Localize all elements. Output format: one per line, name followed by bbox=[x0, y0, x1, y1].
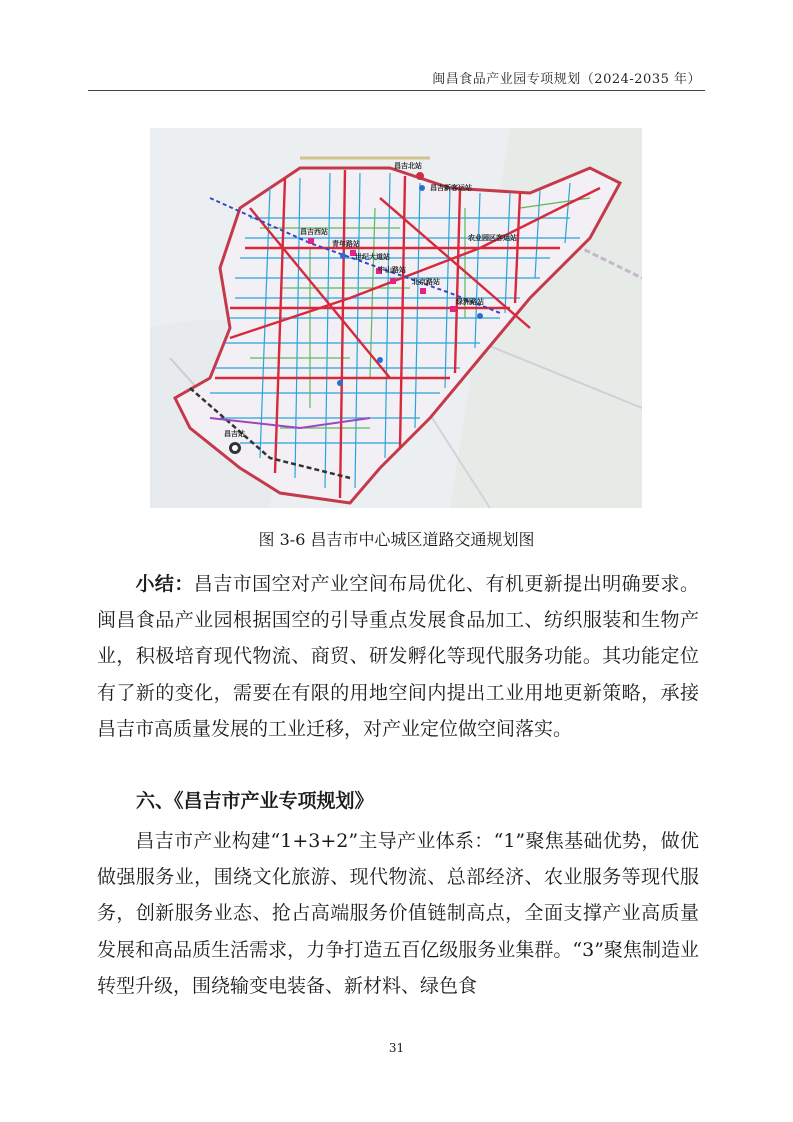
station-label: 青年路站 bbox=[332, 240, 360, 248]
body-paragraph bbox=[97, 823, 699, 1004]
station-label: 中山路站 bbox=[378, 266, 406, 274]
section-heading: 六、《昌吉市产业专项规划》 bbox=[136, 790, 374, 812]
page-number: 31 bbox=[388, 1041, 405, 1055]
header-title: 闽昌食品产业园专项规划（2024-2035 年） bbox=[432, 72, 701, 87]
figure-caption: 图 3-6 昌吉市中心城区道路交通规划图 bbox=[258, 530, 535, 549]
station-label: 农业园区客运站 bbox=[468, 234, 517, 242]
map-image bbox=[150, 128, 642, 508]
page-header bbox=[88, 60, 705, 91]
paragraph-text: 昌吉市产业构建“1+3+2”主导产业体系：“1”聚焦基础优势，做优做强服务业，围绕文化旅游、现代物流、总部经济、农业服务等现代服务，创新服务业态、抢占高端服务价值链制高点，全面支撑产业高质量发展和高品质生活需求，力争打造五百亿级服务业集群。“3”聚焦制造业转型升级，围绕输变电装备、新材料、绿色食 bbox=[97, 830, 699, 997]
station-label: 北京路站 bbox=[412, 278, 440, 286]
summary-text: 昌吉市国空对产业空间布局优化、有机更新提出明确要求。闽昌食品产业园根据国空的引导重点发展食品加工、纺织服装和生物产业，积极培育现代物流、商贸、研发孵化等现代服务功能。其功能定位有了新的变化，需要在有限的用地空间内提出工业用地更新策略，承接昌吉市高质量发展的工业迁移，对产业定位做空间落实。 bbox=[97, 573, 699, 740]
station-label: 昌吉北站 bbox=[394, 162, 422, 170]
road-planning-map bbox=[150, 128, 642, 508]
summary-paragraph bbox=[97, 566, 699, 747]
station-label: 世纪大道站 bbox=[355, 253, 390, 261]
station-label: 昌吉站 bbox=[224, 430, 245, 438]
station-label: 昌吉西站 bbox=[300, 228, 328, 236]
station-label: 昌吉新客运站 bbox=[430, 184, 472, 192]
station-label: 绿洲路站 bbox=[456, 298, 484, 306]
summary-lead: 小结： bbox=[135, 573, 194, 595]
